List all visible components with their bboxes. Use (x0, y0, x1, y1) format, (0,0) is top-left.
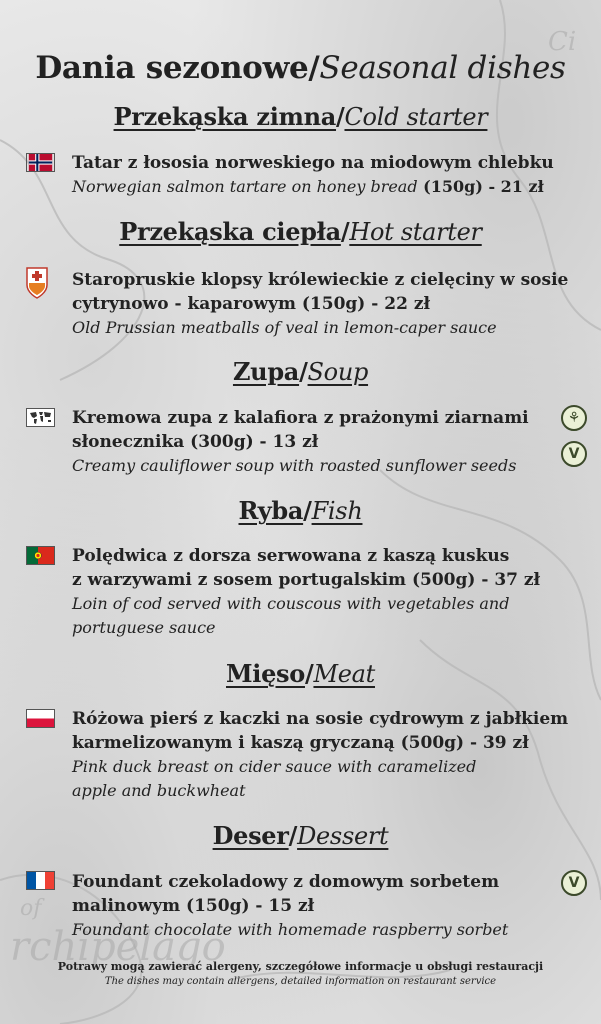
dish-name-pl-line1: Różowa pierś z kaczki na sosie cydrowym z jabłkiem (72, 709, 569, 729)
dish-name-pl: Tatar z łososia norweskiego na miodowym chlebku (72, 153, 554, 173)
gluten-free-badge-icon: ⚘ (561, 405, 587, 431)
dish-name-en-line1: Pink duck breast on cider sauce with caramelized (72, 757, 477, 776)
dish-name-pl-line2: cytrynowo - kaparowym (150g) - 22 zł (72, 294, 431, 314)
section-title-soup (0, 357, 601, 386)
vegetarian-badge-icon: V (561, 441, 587, 467)
title-separator: / (304, 659, 314, 688)
dish-price: (150g) - 21 zł (417, 177, 544, 196)
dish-name-pl-line2: malinowym (150g) - 15 zł (72, 896, 315, 916)
dish-name-en (72, 175, 562, 199)
section-title-en: Cold starter (344, 103, 488, 131)
dish-name-pl-line1: Kremowa zupa z kalafiora z prażonymi ziarnami (72, 408, 529, 428)
section-title-en: Hot starter (349, 218, 482, 246)
section-title-dessert (0, 821, 601, 850)
section-title-fish (0, 496, 601, 525)
svg-text:rchipelago: rchipelago (10, 924, 226, 970)
dish-salmon-tartare (72, 151, 562, 199)
dish-cauliflower-soup (72, 406, 562, 478)
poland-flag-icon (26, 709, 55, 728)
section-title-pl: Przekąska ciepła (119, 217, 341, 246)
allergen-notice (0, 959, 601, 989)
dish-name-en-text: Norwegian salmon tartare on honey bread (72, 177, 418, 196)
dish-name-pl-line2: słonecznika (300g) - 13 zł (72, 432, 319, 452)
section-title-pl: Zupa (232, 357, 300, 386)
page-title-en: Seasonal dishes (319, 50, 566, 86)
page-title-pl: Dania sezonowe (35, 50, 309, 86)
svg-text:Ci: Ci (548, 27, 577, 57)
section-title-hot-starter (0, 217, 601, 246)
dish-name-pl-line2: z warzywami z sosem portugalskim (500g) - 37 zł (72, 570, 541, 590)
title-separator: / (288, 821, 298, 850)
dish-name-en: Foundant chocolate with homemade raspberry sorbet (72, 920, 509, 939)
dish-name-pl-line1: Polędwica z dorsza serwowana z kaszą kuskus (72, 546, 510, 566)
portugal-flag-icon (26, 546, 55, 565)
title-separator: / (308, 50, 320, 86)
dish-name-en-line1: Loin of cod served with couscous with vegetables and (72, 594, 510, 613)
section-title-cold-starter (0, 102, 601, 131)
section-title-en: Dessert (297, 822, 389, 850)
dish-name-en-line2: portuguese sauce (72, 618, 216, 637)
section-title-en: Fish (311, 497, 363, 525)
section-title-pl: Ryba (238, 496, 304, 525)
norway-flag-icon (26, 153, 55, 172)
dish-name-en: Old Prussian meatballs of veal in lemon-caper sauce (72, 318, 497, 337)
prussian-coat-of-arms-icon (26, 267, 48, 299)
dish-cod-loin (72, 544, 562, 640)
section-title-pl: Przekąska zimna (113, 102, 337, 131)
dish-name-pl-line1: Foundant czekoladowy z domowym sorbetem (72, 872, 500, 892)
vegetarian-badge-icon: V (561, 870, 587, 896)
dish-prussian-meatballs (72, 268, 569, 340)
dish-name-en-line2: apple and buckwheat (72, 781, 246, 800)
title-separator: / (336, 102, 345, 131)
page-title (0, 50, 601, 86)
title-separator: / (299, 357, 308, 386)
dish-name-en: Creamy cauliflower soup with roasted sunflower seeds (72, 456, 517, 475)
section-title-en: Meat (313, 660, 375, 688)
section-title-pl: Deser (212, 821, 289, 850)
allergen-notice-pl: Potrawy mogą zawierać alergeny, szczegółowe informacje u obsługi restauracji (57, 960, 544, 973)
section-title-pl: Mięso (226, 659, 305, 688)
dish-name-pl-line2: karmelizowanym i kaszą gryczaną (500g) - 39 zł (72, 733, 529, 753)
france-flag-icon (26, 871, 55, 890)
title-separator: / (340, 217, 350, 246)
world-map-flag-icon (26, 408, 55, 427)
section-title-meat (0, 659, 601, 688)
dish-duck-breast (72, 707, 569, 803)
dish-name-pl-line1: Staropruskie klopsy królewieckie z cielęciny w sosie (72, 270, 569, 290)
section-title-en: Soup (307, 358, 369, 386)
title-separator: / (303, 496, 312, 525)
svg-text:of: of (20, 896, 42, 921)
dish-chocolate-foundant (72, 870, 562, 942)
allergen-notice-en: The dishes may contain allergens, detailed information on restaurant service (104, 976, 497, 987)
